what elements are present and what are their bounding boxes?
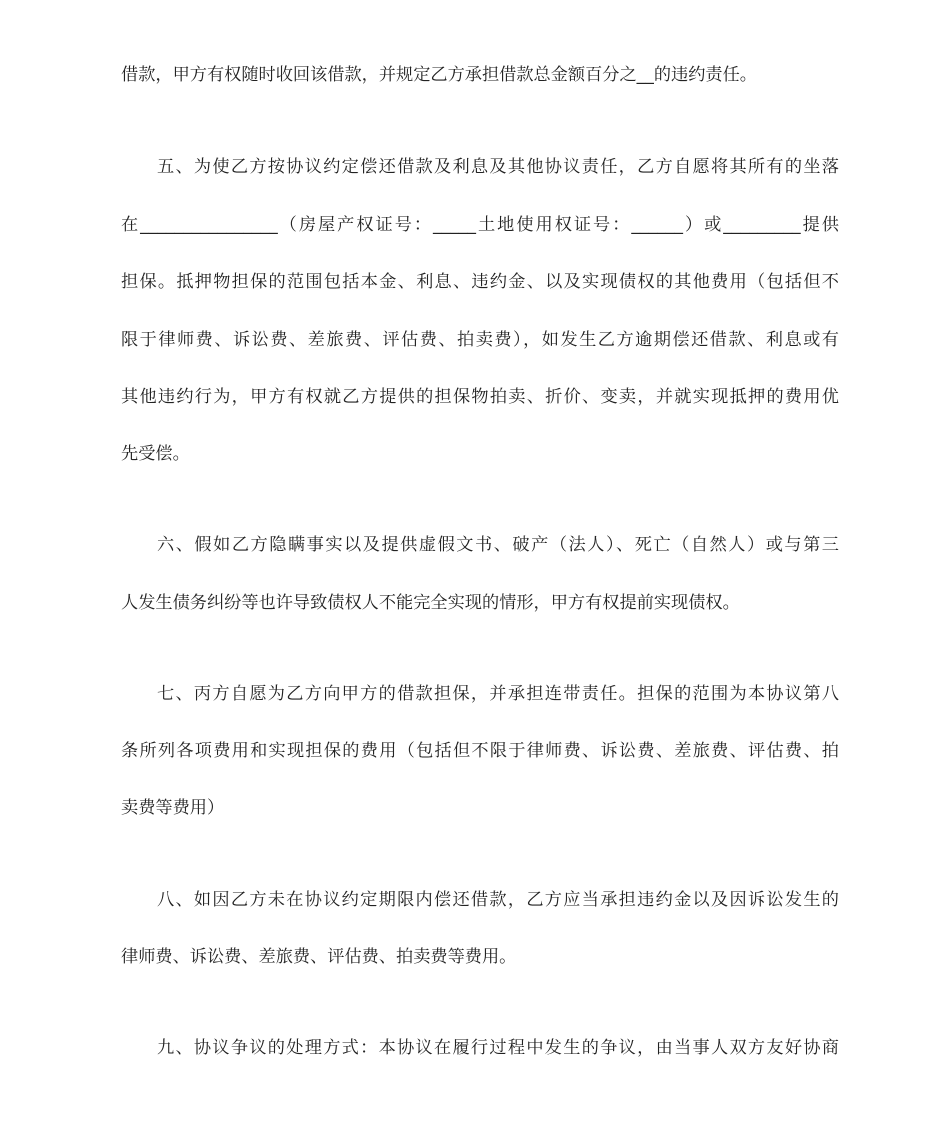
- paragraph-9-line-1: 九、协议争议的处理方式：本协议在履行过程中发生的争议，由当事人双方友好协商: [157, 1038, 839, 1058]
- paragraph-7-line-2: 条所列各项费用和实现担保的费用（包括但不限于律师费、诉讼费、差旅费、评估费、拍: [121, 741, 839, 761]
- paragraph-5-line-5: 其他违约行为，甲方有权就乙方提供的担保物拍卖、折价、变卖，并就实现抵押的费用优: [121, 387, 839, 407]
- paragraph-7-line-3: 卖费等费用）: [121, 798, 225, 818]
- paragraph-8-line-1: 八、如因乙方未在协议约定期限内偿还借款，乙方应当承担违约金以及因诉讼发生的: [157, 890, 839, 910]
- paragraph-8-line-2: 律师费、诉讼费、差旅费、评估费、拍卖费等费用。: [121, 947, 517, 967]
- paragraph-5-line-3: 担保。抵押物担保的范围包括本金、利息、违约金、以及实现债权的其他费用（包括但不: [121, 272, 839, 292]
- paragraph-5-line-1: 五、为使乙方按协议约定偿还借款及利息及其他协议责任，乙方自愿将其所有的坐落: [157, 157, 839, 177]
- paragraph-6-line-1: 六、假如乙方隐瞒事实以及提供虚假文书、破产（法人）、死亡（自然人）或与第三: [157, 535, 839, 555]
- paragraph-5-line-4: 限于律师费、诉讼费、差旅费、评估费、拍卖费），如发生乙方逾期偿还借款、利息或有: [121, 330, 839, 350]
- paragraph-7-line-1: 七、丙方自愿为乙方向甲方的借款担保，并承担连带责任。担保的范围为本协议第八: [157, 684, 839, 704]
- paragraph-4-line-end: 借款，甲方有权随时收回该借款，并规定乙方承担借款总金额百分之__的违约责任。: [121, 65, 757, 85]
- paragraph-6-line-2: 人发生债务纠纷等也许导致债权人不能完全实现的情形，甲方有权提前实现债权。: [121, 593, 740, 613]
- paragraph-5-line-6: 先受偿。: [121, 444, 190, 464]
- paragraph-5-line-2: 在________________（房屋产权证号：_____土地使用权证号：______）或_________提供: [121, 215, 839, 235]
